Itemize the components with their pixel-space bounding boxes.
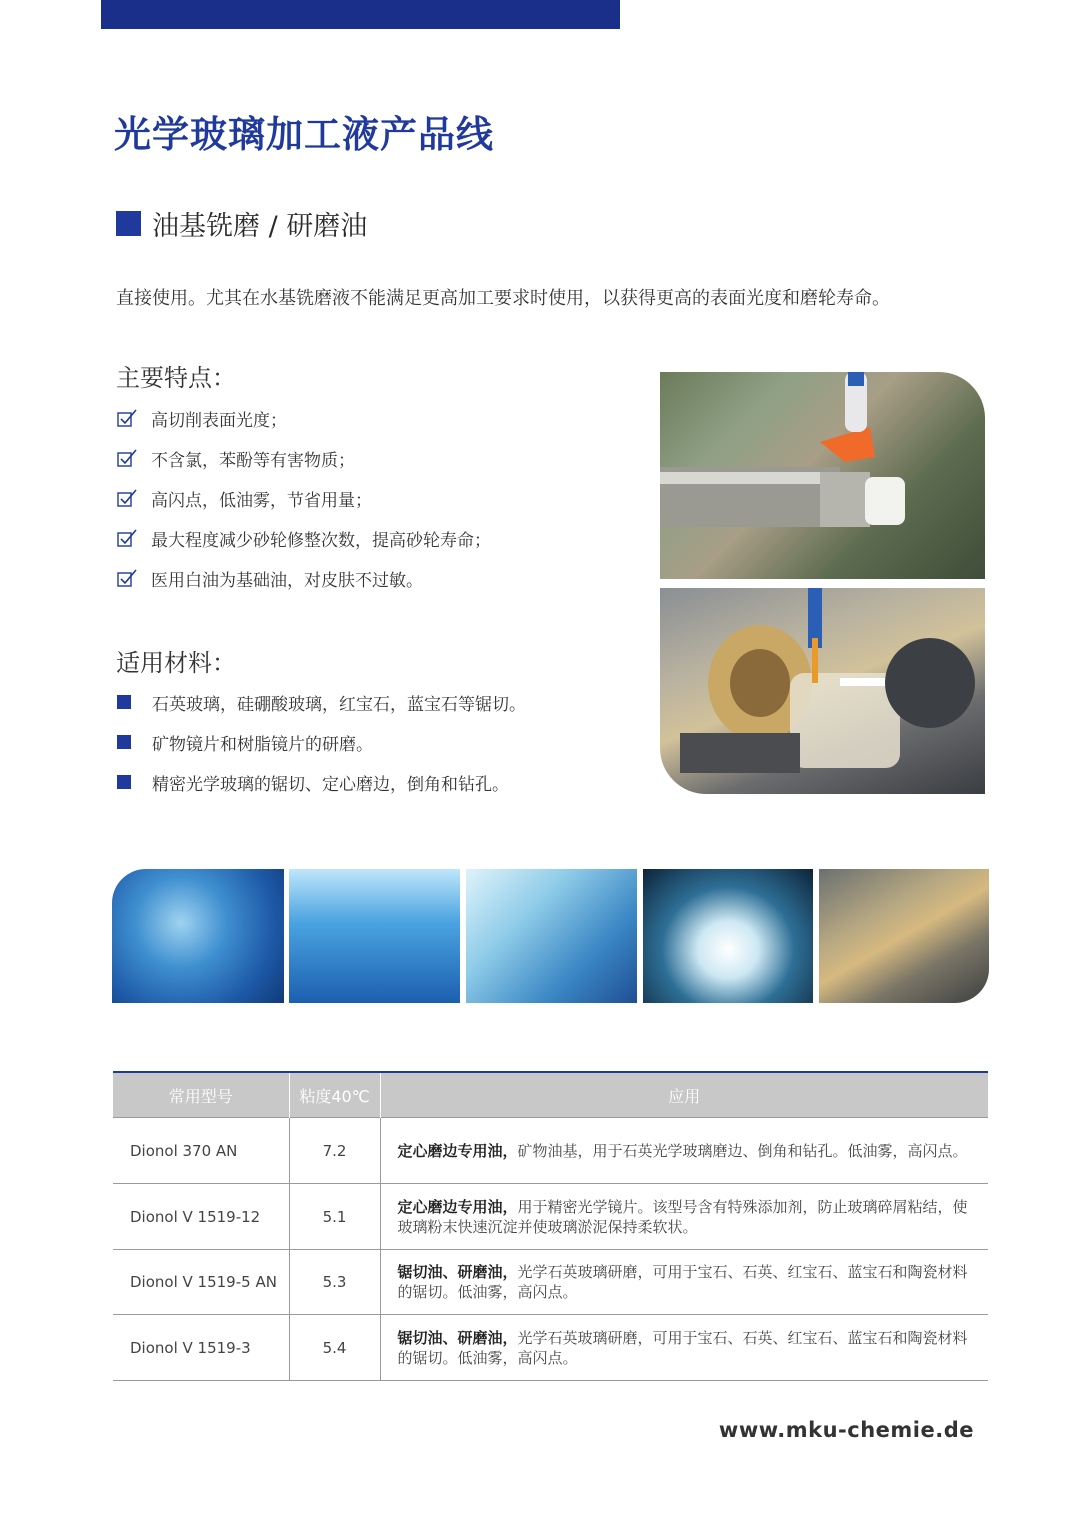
section-heading	[116, 204, 367, 243]
material-item: 精密光学玻璃的锯切、定心磨边，倒角和钻孔。	[116, 762, 526, 802]
viscosity-cell: 5.3	[289, 1250, 380, 1315]
viscosity-cell: 5.1	[289, 1184, 380, 1250]
feature-item: 高闪点，低油雾，节省用量；	[116, 478, 491, 518]
model-cell: Dionol V 1519-5 AN	[113, 1250, 289, 1315]
model-cell: Dionol V 1519-12	[113, 1184, 289, 1250]
product-table	[113, 1071, 988, 1381]
material-item: 石英玻璃，硅硼酸玻璃，红宝石，蓝宝石等锯切。	[116, 682, 526, 722]
top-accent-bar	[101, 0, 620, 29]
material-item: 矿物镜片和树脂镜片的研磨。	[116, 722, 526, 762]
application-cell: 锯切油、研磨油，光学石英玻璃研磨，可用于宝石、石英、红宝石、蓝宝石和陶瓷材料的锯切。低油雾，高闪点。	[380, 1250, 988, 1315]
feature-item: 医用白油为基础油，对皮肤不过敏。	[116, 558, 491, 598]
lens-disc-photo	[466, 869, 637, 1003]
viscosity-cell: 7.2	[289, 1118, 380, 1184]
checkbox-check-icon	[117, 529, 137, 547]
section-square-icon	[116, 211, 141, 236]
materials-heading: 适用材料：	[116, 649, 236, 677]
checkbox-check-icon	[117, 409, 137, 427]
lens-edging-illustration	[660, 588, 985, 794]
table-row	[113, 1118, 988, 1184]
table-row	[113, 1184, 988, 1250]
header-application: 应用	[380, 1072, 988, 1118]
table-header-row	[113, 1072, 988, 1118]
feature-item: 高切削表面光度；	[116, 398, 491, 438]
grinding-nozzle-photo	[660, 372, 985, 579]
model-cell: Dionol 370 AN	[113, 1118, 289, 1184]
prism-photo	[112, 869, 284, 1003]
lens-edging-photo	[660, 588, 985, 794]
table-row	[113, 1250, 988, 1315]
glass-cylinder-photo	[289, 869, 460, 1003]
bullet-square-icon	[117, 695, 131, 709]
website-link[interactable]: www.mku-chemie.de	[718, 1418, 974, 1442]
viscosity-cell: 5.4	[289, 1315, 380, 1381]
page-title: 光学玻璃加工液产品线	[114, 113, 494, 156]
dome-lens-photo	[643, 869, 813, 1003]
grinding-nozzle-illustration	[660, 372, 985, 579]
checkbox-check-icon	[117, 449, 137, 467]
application-cell: 锯切油、研磨油，光学石英玻璃研磨，可用于宝石、石英、红宝石、蓝宝石和陶瓷材料的锯切。低油雾，高闪点。	[380, 1315, 988, 1381]
grinding-machine-photo	[819, 869, 989, 1003]
bullet-square-icon	[117, 735, 131, 749]
feature-item: 不含氯，苯酚等有害物质；	[116, 438, 491, 478]
header-viscosity: 粘度40℃	[289, 1072, 380, 1118]
checkbox-check-icon	[117, 489, 137, 507]
table-row	[113, 1315, 988, 1381]
bullet-square-icon	[117, 775, 131, 789]
application-cell: 定心磨边专用油，矿物油基，用于石英光学玻璃磨边、倒角和钻孔。低油雾，高闪点。	[380, 1118, 988, 1184]
features-list	[116, 398, 491, 598]
checkbox-check-icon	[117, 569, 137, 587]
features-heading: 主要特点：	[116, 364, 236, 392]
header-model: 常用型号	[113, 1072, 289, 1118]
feature-item: 最大程度减少砂轮修整次数，提高砂轮寿命；	[116, 518, 491, 558]
materials-list	[116, 682, 526, 802]
intro-paragraph: 直接使用。尤其在水基铣磨液不能满足更高加工要求时使用，以获得更高的表面光度和磨轮寿命。	[116, 288, 890, 309]
application-cell: 定心磨边专用油，用于精密光学镜片。该型号含有特殊添加剂，防止玻璃碎屑粘结，使玻璃粉末快速沉淀并使玻璃淤泥保持柔软状。	[380, 1184, 988, 1250]
model-cell: Dionol V 1519-3	[113, 1315, 289, 1381]
section-title-text: 油基铣磨 / 研磨油	[152, 211, 368, 242]
